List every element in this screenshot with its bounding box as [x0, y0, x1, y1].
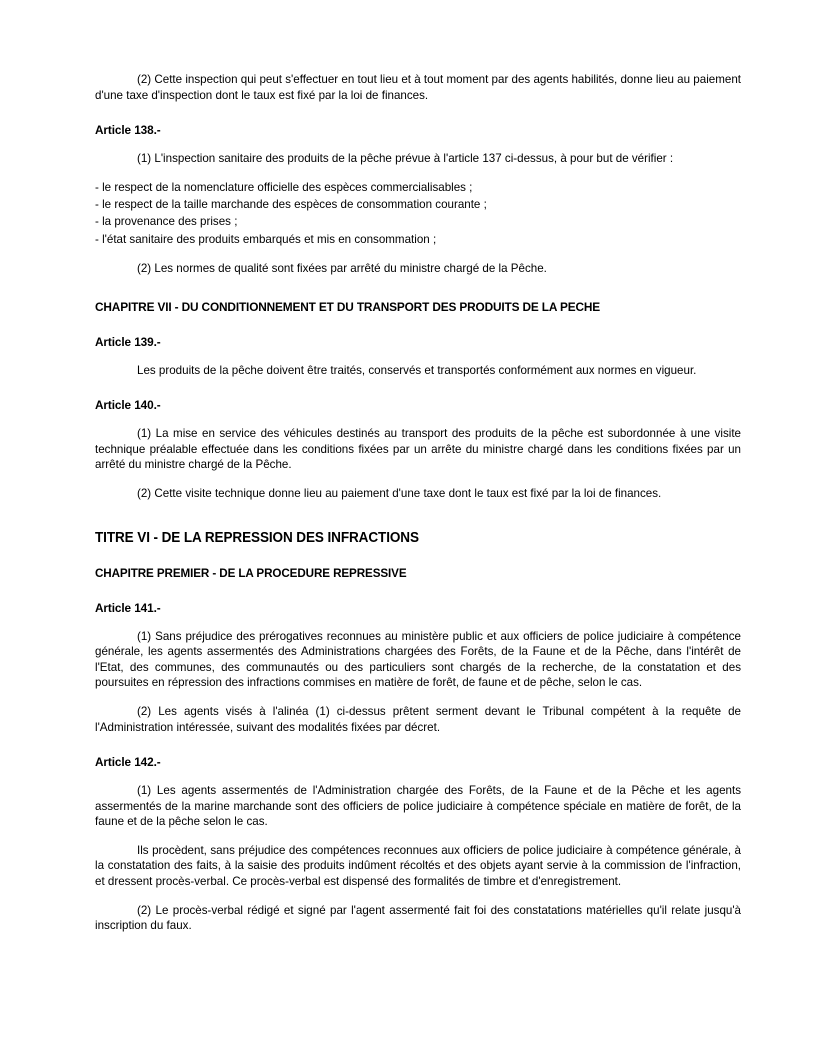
article-heading-142: Article 142.- [95, 755, 161, 770]
article-heading-140: Article 140.- [95, 398, 161, 413]
article-heading-138: Article 138.- [95, 123, 161, 138]
article-heading-141: Article 141.- [95, 600, 161, 615]
page-content [95, 72, 741, 934]
chapter-heading-vii: CHAPITRE VII - DU CONDITIONNEMENT ET DU TRANSPORT DES PRODUITS DE LA PECHE [95, 299, 601, 314]
list-item: - le respect de la nomenclature officielle des espèces commercialisables ; [95, 180, 473, 194]
paragraph-art138-alinea1: (1) L'inspection sanitaire des produits de la pêche prévue à l'article 137 ci-dessus, à pour but de vérifier : [137, 152, 674, 166]
paragraph-art138-alinea2: (2) Les normes de qualité sont fixées par arrêté du ministre chargé de la Pêche. [137, 261, 547, 275]
paragraph-art141-alinea2: (2) Les agents visés à l'alinéa (1) ci-dessus prêtent serment devant le Tribunal compétent à la requête de l'Administration intéressée, suivant des modalités fixées par décret. [95, 704, 741, 734]
paragraph-art142-alinea2: (2) Le procès-verbal rédigé et signé par l'agent assermenté fait foi des constatations matérielles qu'il relate jusqu'à inscription du faux. [95, 903, 741, 933]
list-item: - l'état sanitaire des produits embarqués et mis en consommation ; [95, 232, 437, 246]
verification-criteria-list [95, 179, 741, 248]
chapter-heading-premier: CHAPITRE PREMIER - DE LA PROCEDURE REPRESSIVE [95, 565, 407, 580]
list-item: - le respect de la taille marchande des espèces de consommation courante ; [95, 198, 487, 212]
list-item: - la provenance des prises ; [95, 215, 238, 229]
paragraph-art137-alinea2: (2) Cette inspection qui peut s'effectuer en tout lieu et à tout moment par des agents habilités, donne lieu au paiement d'une taxe d'inspection dont le taux est fixé par la loi de finances. [95, 73, 741, 102]
paragraph-art142-alinea1: (1) Les agents assermentés de l'Administration chargée des Forêts, de la Faune et de la Pêche et les agents assermentés de la marine marchande sont des officiers de police judiciaire à compétence spéciale en matière de forêt, de la faune et de la pêche selon le cas. [95, 784, 741, 829]
paragraph-art140-alinea1: (1) La mise en service des véhicules destinés au transport des produits de la pêche est subordonnée à une visite technique préalable effectuée dans les conditions fixées par un arrête du ministre chargé dans les conditions fixées par un arrêté du ministre chargé de la Pêche. [95, 427, 741, 472]
paragraph-art140-alinea2: (2) Cette visite technique donne lieu au paiement d'une taxe dont le taux est fixé par la loi de finances. [137, 486, 662, 500]
paragraph-art142-procedent: Ils procèdent, sans préjudice des compétences reconnues aux officiers de police judiciaire à compétence générale, à la constatation des faits, à la saisie des produits indûment récoltés et des objets ayant servie à la commission de l'infraction, et dressent procès-verbal. Ce procès-verbal est dispensé des formalités de timbre et d'enregistrement. [95, 843, 741, 889]
article-heading-139: Article 139.- [95, 334, 161, 349]
titre-heading-vi: TITRE VI - DE LA REPRESSION DES INFRACTIONS [95, 529, 419, 546]
paragraph-art141-alinea1: (1) Sans préjudice des prérogatives reconnues au ministère public et aux officiers de police judiciaire à compétence générale, les agents assermentés des Administrations chargées des Forêts, de la Faune et de la Pêche, dans l'intérêt de l'Etat, des communes, des communautés ou des particuliers sont chargés de la recherche, de la constatation et des poursuites en répression des infractions commises en matière de forêt, de faune et de pêche, selon le cas. [95, 629, 741, 690]
paragraph-art139-body: Les produits de la pêche doivent être traités, conservés et transportés conformément aux normes en vigueur. [137, 363, 697, 377]
